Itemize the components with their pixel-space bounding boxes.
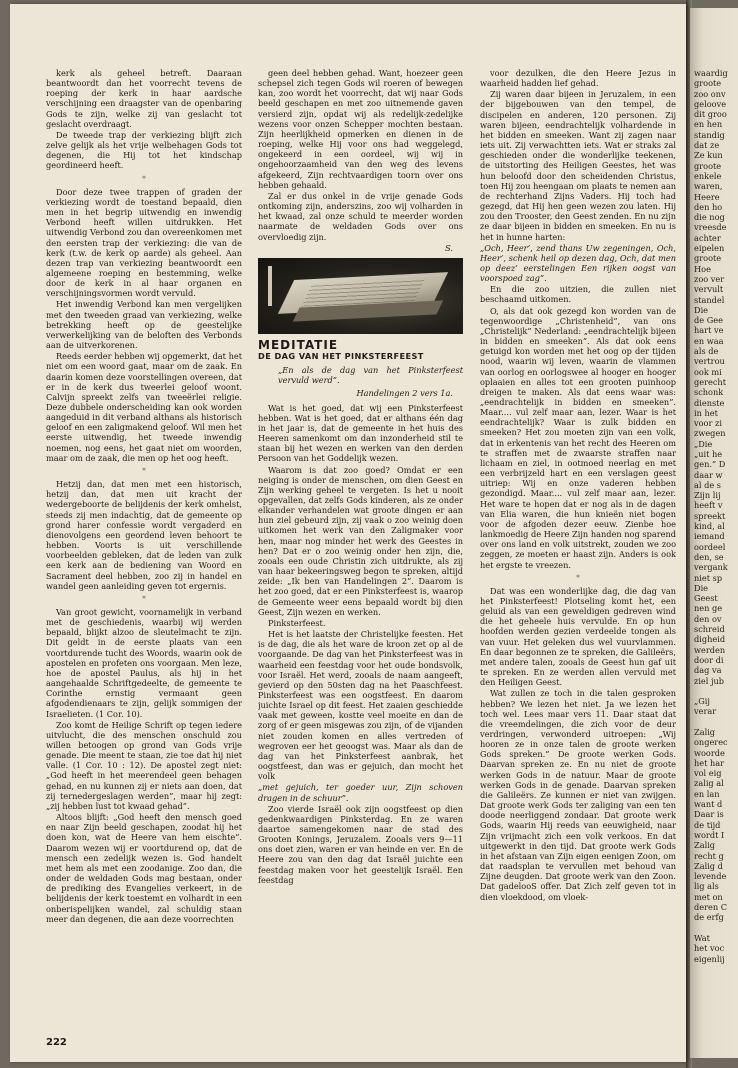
- scripture-quote: „En als de dag van het Pinksterfeest vervuld werd”.: [278, 365, 463, 386]
- photo-candle: [268, 266, 272, 306]
- magazine-page: [10, 4, 686, 1062]
- paragraph: Wat is het goed, dat wij een Pinksterfeest hebben. Wat is het goed, dat er althans één dag in het jaar is, dat de gemeente in het huis des Heeren samenkomt om dan inzonderheid stil te staan bij het wezen en werken van den derden Persoon van het Goddelijk wezen.: [258, 402, 463, 464]
- separator-asterisk: *: [142, 594, 146, 603]
- subheading: Pinksterfeest.: [268, 617, 326, 628]
- paragraph: voor dezulken, die den Heere Jezus in waarheid hadden lief gehad.: [480, 68, 676, 89]
- paragraph: Het is het laatste der Christelijke feesten. Het is de dag, die als het ware de kroon zet op al de voorgaande. De dag van het Pinksterfeest was in waarheid een feestdag voor het oude bondsvolk, voor Israël. Het werd, zooals de naam aangeeft, gevierd op den 50sten dag na het Paaschfeest. Pinksterfeest was een oogstfeest. En daarom juichte Israel op dit feest. Het zaaien geschiedde vaak met geween, kostte veel moeite en dan de zorg of er geen misgewas zou zijn, of de vijanden niet zouden komen en alles vertreden of wegroven eer het geoogst was. Maar als dan de dag van het Pinksterfeest aanbrak, het oogstfeest, dan was er gejuich, dan mocht het volk: [258, 629, 463, 782]
- article-signature: S.: [445, 242, 453, 253]
- paragraph: Door deze twee trappen of graden der verkiezing wordt de toestand bepaald, dien men in het begrip uitwendig en inwendig Verbond heeft willen uitdrukken. Het uitwendig Verbond zou dan overeenkomen met den eersten trap der verkiezing: die van de kerk (t.w. de kerk op aarde) als geheel. Aan dezen trap van verkiezing beantwoordt een algemeene roeping en bestemming, welke door de kerk in al haar organen en verschijningsvormen wordt vervuld.: [46, 186, 242, 299]
- separator-asterisk: *: [142, 466, 146, 475]
- page-number: 222: [46, 1037, 67, 1048]
- paragraph: Van groot gewicht, voornamelijk in verband met de geschiedenis, waarbij wij werden bepaald, blijkt alzoo de sleutelmacht te zijn. Dit geldt in de eerste plaats van een voortdurende tucht des Woords, waarin ook de apostelen en profeten ons voorgaan. Men leze, hoe de apostel Paulus, als hij in het aangehaalde Schriftgedeelte, de gemeente te Corinthe ernstig vermaant geen afgodendienaars te zijn, gelijk sommigen der Israelieten. (1 Cor. 10).: [46, 606, 242, 719]
- next-page-edge: [690, 8, 738, 1058]
- paragraph: Reeds eerder hebben wij opgemerkt, dat het niet om een woord gaat, maar om de zaak. En daarin komen deze voorstellingen overeen, dat er in de kerk dus tweerlei geloof woont. Calvijn spreekt zelfs van tweeërlei religie. Deze dubbele onderscheiding kan ook worden aangeduid in dit verband althans als historisch geloof en een zaligmakend geloof. Wil men het eerste uitwendig, het tweede inwendig noemen, nog eens, het gaat niet om woorden, maar om de zaak, die men op het oog heeft.: [46, 351, 242, 463]
- column-middle: [258, 68, 463, 1048]
- paragraph: O, als dat ook gezegd kon worden van de tegenwoordige „Christenheid”, van ons „Christelijk” Nederland: „eendrachtelijk bijeen in bidden en smeeken”. Als dat ook eens getuigd kon worden met het oog op der tijden nood, waarin wij leven, waarin de vlammen van oorlog en oorlogswee al hooger en hooger oplaaien en alles tot een grooten puinhoop dreigen te maken. Als dat eens waar was: „eendrachtelijk in bidden en smeeken”. Maar.... vul zelf maar aan, lezer. Waar is het eendrachtelijk? Waar is zulk bidden en smeeken? Het zou moeten zijn van een volk, dat in erkentenis van het recht des Heeren om te straffen met de zwaarste straffen naar lichaam en ziel, in ootmoed neerlag en met een verbrijzeld hart en een verslagen geest uitriep: Wij en onze vaderen hebben gezondigd. Maar.... vul zelf maar aan, lezer. Het ware te hopen dat er nog als in de dagen van Elia waren, die hun knieën niet bogen voor de afgoden dezer eeuw. Zienbe hoe lankmoedig de Heere Zijn handen nog sparend over ons land en volk uitstrekt, zouden we zoo zeggen, ze moeten er haast zijn. Anders is ook het ergste te vreezen.: [480, 305, 676, 570]
- open-bible-photo: [258, 258, 463, 334]
- poem-quote: „Och, Heer’, zend thans Uw zegeningen, Och, Heer’, schenk heil op dezen dag, Och, dat men op deez’ eerstelingen Een rijken oogst van voorspoed zag”.: [480, 242, 676, 284]
- paragraph: Het inwendig Verbond kan men vergelijken met den tweeden graad van verkiezing, welke betrekking heeft op de geestelijke verwerkelijking van de beloften des Verbonds aan de uitverkorenen.: [46, 299, 242, 351]
- section-subtitle: DE DAG VAN HET PINKSTERFEEST: [258, 350, 424, 361]
- paragraph: De tweede trap der verkiezing blijft zich zelve gelijk als het vrije welbehagen Gods tot degenen, die Hij tot het kindschap geordineerd heeft.: [46, 129, 242, 171]
- paragraph: Hetzij dan, dat men met een historisch, hetzij dan, dat men uit kracht der wedergeboorte de belijdenis der kerk omhelst, steeds zij men indachtig, dat de gemeente op grond harer confessie wordt vergaderd en dienovolgens een geordend leven behoort te hebben. Voorts is uit verschillende voorbeelden gebleken, dat de leden van zulk een kerk aan de bediening van Woord en Sacrament deel hebben, zoo zij in handel en wandel geen aanleiding geven tot ergernis.: [46, 479, 242, 591]
- paragraph: Zoo komt de Heilige Schrift op tegen iedere uitvlucht, die des menschen onschuld zou willen betoogen op grond van Gods vrije genade. Die meent te staan, zie toe dat hij niet valle. (1 Cor. 10 : 12). De apostel zegt niet: „God heeft in het meerendeel geen behagen gehad, en nu kunnen zij er niets aan doen, dat zij ternedergeslagen werden”, maar hij zegt: „zij hebben lust tot kwaad gehad”.: [46, 719, 242, 811]
- poem-quote: „met gejuich, ter goeder uur, Zijn schoven dragen in de schuur”.: [258, 782, 463, 803]
- paragraph: Dat was een wonderlijke dag, die dag van het Pinksterfeest! Plotseling komt het, een geluid als van een geweldigen gedreven wind die het geheele huis vervulde. En op hun hoofden werden gezien verdeelde tongen als van vuur. Het geleken dus wel vuurvlammen. En daar begonnen ze te spreken, die Galileërs, met andere talen, zooals de Geest hun gaf uit te spreken. En ze werden allen vervuld met den Heiligen Geest.: [480, 585, 676, 688]
- paragraph: Zal er dus onkel in de vrije genade Gods ontkoming zijn, anderszins, zoo wij volharden in het kwaad, zal onze schuld te meerder worden naarmate de weldaden Gods over ons overvloedig zijn.: [258, 190, 463, 242]
- paragraph: Zoo vierde Israël ook zijn oogstfeest op dien gedenkwaardigen Pinksterdag. En ze waren daartoe samengekomen naar de stad des Grooten Konings, Jeruzalem. Zooals vers 9—11 ons doet zien, waren er van heinde en ver. En de Heere zou van den dag dat Israël juichte een feestdag maken voor het geestelijk Israël. Een feestdag: [258, 803, 463, 885]
- paragraph: Altoos blijft: „God heeft den mensch goed en naar Zijn beeld geschapen, zoodat hij het doen kon, wat de Heere van hem eischte”. Daarom wezen wij er voortdurend op, dat de mensch een zedelijk wezen is. God handelt met hem als met een zoodanige. Zoo dan, die onder de weldaden Gods mag bestaan, onder de prediking des Evangelies verkeert, in de belijdenis der kerk toestemt en volhardt in een onberispelijken wandel, zal schuldig staan meer dan degenen, die aan deze voorrechten: [46, 812, 242, 924]
- paragraph: Wat zullen ze toch in die talen gesproken hebben? We lezen het niet. Ja we lezen het toch wel. Lees maar vers 11. Daar staat dat die vreemdelingen, die zich voor de deur verdringen, verwonderd uitroepen: „Wij hooren ze in onze talen de groote werken Gods spreken.” De groote werken Gods. Daarvan spreken ze. En nu niet de groote werken Gods in de natuur. Maar de groote werken Gods in de genade. Daarvan spreken die Galileërs. Ze kunnen er niet van zwijgen. Dat groote werk Gods ter zaliging van een ten doode neerliggend zondaar. Dat groote werk Gods, waarin Hij reeds van eeuwigheid, naar Zijn vrijmacht zich een volk verkoos. En dat uitgewerkt in den tijd. Dat groote werk Gods in het afstaan van Zijn eigen eenigen Zoon, om dat raadsplan te vervullen met behoud van Zijne deugden. Dat groote werk van den Zoon. Dat gadelooS offer. Dat Zich zelf geven tot in dien vloekdood, om vloek-: [480, 688, 676, 902]
- paragraph: En die zoo uitzien, die zullen niet beschaamd uitkomen.: [480, 284, 676, 305]
- scripture-reference: Handelingen 2 vers 1a.: [356, 388, 453, 399]
- paragraph: geen deel hebben gehad. Want, hoezeer geen schepsel zich tegen Gods wil roeren of bewegen kan, zoo wordt het voorrecht, dat wij naar Gods beeld geschapen en met zoo uitnemende gaven versierd zijn, opdat wij als redelijk-zedelijke wezens voor onzen Schepper mochten bestaan. Zijn heerlijkheid opmerken en dienen in de roeping, welke Hij voor ons had weggelegd, ongekeerd in een oordeel, wij wij in ongehoorzaamheid van den weg des levens afgekeerd, Zijn rechtvaardigen toorn over ons hebben gehaald.: [258, 68, 463, 190]
- paragraph: kerk als geheel betreft. Daaraan beantwoordt dan het voorrecht tevens de roeping der kerk in haar aardsche verschijning een draagster van de openbaring Gods te zijn, welke zij van geslacht tot geslacht overdraagt.: [46, 68, 242, 129]
- paragraph: Zij waren daar bijeen in Jeruzalem, in een der bijgebouwen van den tempel, de discipelen en anderen, 120 personen. Zij waren bijeen, eendrachtelijk volhardende in het bidden en smeeken. Want zij zagen naar iets uit. Zij verwachtten iets. Wat er straks zal geschieden onder die wonderlijke teekenen, de uitstorting des Heiligen Geestes, het was hun beloofd door den scheidenden Christus, toen Hij zou heengaan om plaats te nemen aan de rechterhand Zijns Vaders. Hij toch had gezegd, dat Hij hen geen wezen zou laten. Hij zou den Trooster, den Geest zenden. En nu zijn ze daar bijeen in bidden en smeeken. En nu is het in hunne harten:: [480, 89, 676, 242]
- paragraph: Waarom is dat zoo goed? Omdat er een neiging is onder de menschen, om dien Geest en Zijn werking geheel te vergeten. Is het u nooit opgevallen, dat zelfs Gods kinderen, als ze onder elkander verhandelen wat groote dingen er aan hun ziel gebeurd zijn, zij vaak o zoo weinig doen uitkomen het werk van den Zaligmaker voor hen, maar nog minder het werk des Geestes in hen? Dat er o zoo weinig onder hen zijn, die, zooals een oude Christin zich uitdrukte, als zij van haar bekeeringsweg begon te spreken, altijd zeide: „Ik ben van Handelingen 2”. Daarom is het zoo goed, dat er een Pinksterfeest is, waarop de Gemeente weer eens bepaald wordt bij dien Geest, Zijn wezen en werken.: [258, 464, 463, 617]
- column-left: [46, 68, 242, 1048]
- separator-asterisk: *: [576, 573, 580, 582]
- section-title: MEDITATIE: [258, 337, 339, 352]
- separator-asterisk: *: [142, 174, 146, 183]
- column-right: [480, 68, 676, 1048]
- next-page-fragment-text: waardig groote zoo onv geloove dit groo en hen standig dat ze Ze kun groote enkele waren, Heere den ho die nog vreesde achter eipelen groote Hoe zoo ver vervult standel Die de Gee hart ve en waa als de vertrou ook mi gerecht schonk dienste in het voor zi zwegen „Die „uit he gen.” D daar w al de s Zijn lij heeft v spreekt kind, al iemand oordeel den, se vergank niet sp Die Geest nen ge den ov schreid digheid werden door di dag va ziel jub „Gij verar Zalig ongerec woorde het har vol eig zalig al en lan want d Daar is de tijd wordt I Zalig recht g Zalig d levende lig als met on deren C de erfg Wat het voc eigenlij: [694, 68, 728, 964]
